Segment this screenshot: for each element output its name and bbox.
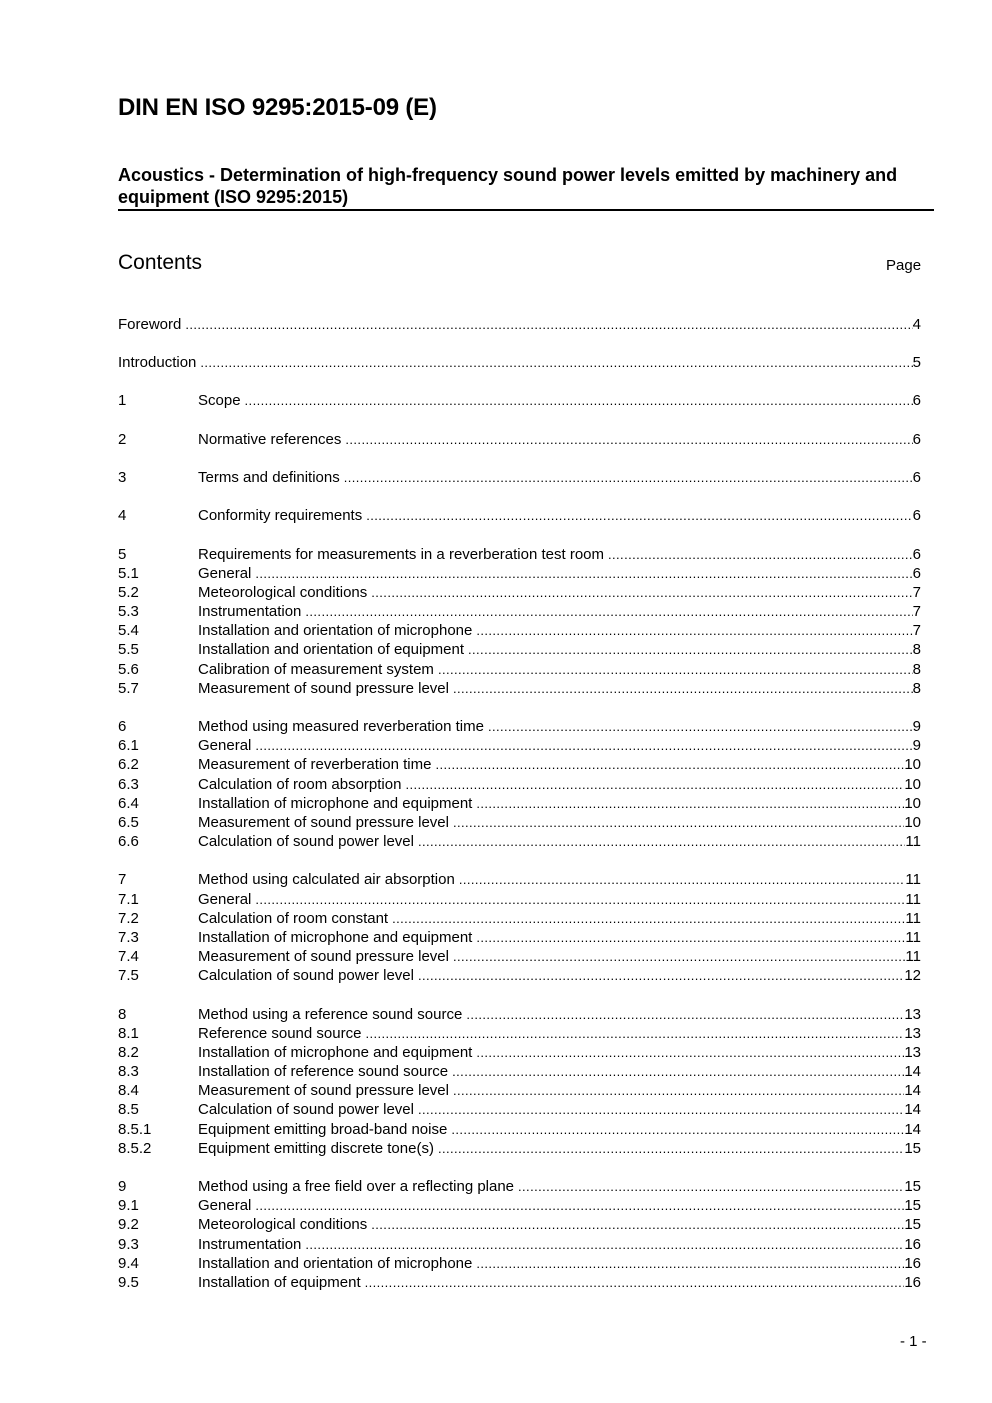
toc-entry-title: Calculation of sound power level (198, 833, 414, 850)
toc-entry-page: 11 (905, 871, 921, 888)
toc-entry-number: 6.3 (118, 776, 139, 793)
toc-entry-page: 6 (912, 507, 921, 524)
toc-entry-page: 14 (904, 1121, 921, 1138)
toc-entry-number: 8.2 (118, 1044, 139, 1061)
toc-entry[interactable] (118, 871, 921, 890)
toc-entry[interactable] (118, 1274, 921, 1293)
toc-entry-page: 15 (904, 1178, 921, 1195)
toc-entry-leader (418, 968, 904, 983)
toc-entry-title: Equipment emitting discrete tone(s) (198, 1140, 434, 1157)
toc-entry[interactable] (118, 776, 921, 795)
toc-entry-leader (371, 1217, 904, 1232)
toc-entry-page: 10 (904, 776, 921, 793)
toc-entry-title: General (198, 565, 252, 582)
toc-entry-title: Terms and definitions (198, 469, 340, 486)
toc-entry-leader (488, 719, 913, 734)
toc-entry-page: 7 (912, 603, 921, 620)
toc-entry-number: 5.6 (118, 661, 139, 678)
toc-entry[interactable] (118, 1178, 921, 1197)
toc-entry-leader (255, 566, 912, 581)
toc-entry-leader (459, 872, 906, 887)
toc-entry-title: Meteorological conditions (198, 1216, 368, 1233)
toc-entry-page: 15 (904, 1216, 921, 1233)
toc-entry[interactable] (118, 469, 921, 488)
toc-entry[interactable] (118, 603, 921, 622)
toc-entry-leader (255, 1198, 904, 1213)
toc-entry[interactable] (118, 622, 921, 641)
document-subtitle: Acoustics - Determination of high-frequency sound power levels emitted by machinery and equipment (ISO 9295:2015) (118, 164, 934, 211)
toc-entry-title: Measurement of sound pressure level (198, 680, 449, 697)
toc-entry-number: 9.3 (118, 1236, 139, 1253)
toc-entry-leader (345, 432, 912, 447)
toc-entry-leader (245, 393, 913, 408)
toc-entry-number: 7.1 (118, 891, 139, 908)
toc-entry-page: 11 (905, 929, 921, 946)
toc-entry-leader (476, 623, 912, 638)
toc-entry-page: 9 (912, 737, 921, 754)
toc-entry[interactable] (118, 910, 921, 929)
toc-entry-leader (305, 1237, 904, 1252)
toc-entry[interactable] (118, 814, 921, 833)
toc-entry[interactable] (118, 891, 921, 910)
toc-entry-leader (438, 662, 913, 677)
toc-entry-page: 16 (904, 1274, 921, 1291)
toc-entry[interactable] (118, 584, 921, 603)
toc-entry-page: 5 (912, 354, 921, 371)
toc-entry-number: 2 (118, 431, 127, 448)
toc-entry-title: Normative references (198, 431, 342, 448)
toc-entry[interactable] (118, 833, 921, 852)
toc-entry-leader (466, 1007, 904, 1022)
toc-entry-page: 6 (912, 469, 921, 486)
toc-entry-number: 6.4 (118, 795, 139, 812)
toc-entry-title: Introduction (118, 354, 197, 371)
toc-entry-leader (453, 949, 905, 964)
toc-entry-leader (366, 508, 912, 523)
toc-entry[interactable] (118, 948, 921, 967)
toc-entry-title: Method using measured reverberation time (198, 718, 484, 735)
toc-entry-title: Calculation of room constant (198, 910, 389, 927)
toc-entry-leader (476, 1045, 904, 1060)
toc-entry-number: 9.2 (118, 1216, 139, 1233)
toc-entry-page: 7 (912, 584, 921, 601)
toc-entry-title: Method using a free field over a reflecting plane (198, 1178, 515, 1195)
toc-entry-title: General (198, 1197, 252, 1214)
toc-entry-leader (418, 834, 905, 849)
toc-entry-page: 13 (904, 1025, 921, 1042)
toc-entry-number: 9.1 (118, 1197, 139, 1214)
toc-entry-page: 11 (905, 891, 921, 908)
toc-entry-number: 7.5 (118, 967, 139, 984)
toc-entry-title: Conformity requirements (198, 507, 363, 524)
toc-entry-page: 16 (904, 1255, 921, 1272)
toc-entry-title: Measurement of sound pressure level (198, 814, 449, 831)
toc-entry-leader (200, 355, 912, 370)
toc-entry-number: 5.7 (118, 680, 139, 697)
toc-entry-page: 7 (912, 622, 921, 639)
toc-entry-number: 6.5 (118, 814, 139, 831)
toc-entry[interactable] (118, 1140, 921, 1159)
toc-entry[interactable] (118, 1082, 921, 1101)
toc-entry-page: 8 (912, 680, 921, 697)
toc-entry-page: 11 (905, 910, 921, 927)
toc-entry-number: 8.5.1 (118, 1121, 152, 1138)
toc-entry-leader (255, 892, 905, 907)
toc-entry-page: 14 (904, 1063, 921, 1080)
toc-entry-number: 8.5 (118, 1101, 139, 1118)
contents-heading: Contents (118, 251, 203, 274)
toc-entry-page: 10 (904, 756, 921, 773)
toc-entry-number: 5.5 (118, 641, 139, 658)
toc-entry-number: 6 (118, 718, 127, 735)
page-column-heading: Page (886, 257, 922, 274)
toc-entry-leader (452, 1064, 904, 1079)
toc-entry-leader (476, 930, 905, 945)
toc-entry-page: 9 (912, 718, 921, 735)
toc-entry-title: Installation and orientation of microphone (198, 1255, 473, 1272)
toc-entry-page: 11 (905, 948, 921, 965)
toc-entry-number: 5 (118, 546, 127, 563)
toc-entry-title: Installation of microphone and equipment (198, 795, 473, 812)
toc-entry-title: Measurement of reverberation time (198, 756, 432, 773)
toc-entry-leader (185, 317, 912, 332)
toc-entry[interactable] (118, 507, 921, 526)
toc-entry[interactable] (118, 1101, 921, 1120)
toc-entry-leader (405, 777, 904, 792)
toc-entry-title: Method using a reference sound source (198, 1006, 463, 1023)
toc-entry[interactable] (118, 1255, 921, 1274)
toc-entry-title: Measurement of sound pressure level (198, 1082, 449, 1099)
toc-entry[interactable] (118, 431, 921, 450)
toc-entry-leader (365, 1026, 904, 1041)
toc-entry-number: 8.3 (118, 1063, 139, 1080)
toc-entry-leader (255, 738, 912, 753)
toc-entry-leader (371, 585, 912, 600)
toc-entry-page: 11 (905, 833, 921, 850)
toc-entry-title: Calculation of room absorption (198, 776, 402, 793)
toc-entry-title: Scope (198, 392, 241, 409)
toc-entry-title: Installation of reference sound source (198, 1063, 449, 1080)
toc-entry-title: Meteorological conditions (198, 584, 368, 601)
toc-entry-title: Equipment emitting broad-band noise (198, 1121, 448, 1138)
toc-entry[interactable] (118, 718, 921, 737)
toc-entry-page: 15 (904, 1197, 921, 1214)
toc-entry-leader (365, 1275, 905, 1290)
toc-entry[interactable] (118, 1006, 921, 1025)
toc-entry-title: Installation of microphone and equipment (198, 1044, 473, 1061)
toc-entry[interactable] (118, 737, 921, 756)
toc-entry-title: Requirements for measurements in a reverberation test room (198, 546, 605, 563)
toc-entry-number: 5.2 (118, 584, 139, 601)
toc-entry-leader (451, 1122, 904, 1137)
toc-entry-title: Instrumentation (198, 1236, 302, 1253)
toc-entry-page: 6 (912, 546, 921, 563)
toc-entry-number: 6.2 (118, 756, 139, 773)
toc-entry-page: 15 (904, 1140, 921, 1157)
toc-entry-page: 6 (912, 431, 921, 448)
toc-entry-title: Foreword (118, 316, 182, 333)
toc-entry-title: Installation and orientation of microphone (198, 622, 473, 639)
toc-entry-title: Reference sound source (198, 1025, 362, 1042)
toc-entry-leader (518, 1179, 904, 1194)
toc-entry-page: 13 (904, 1006, 921, 1023)
toc-entry-page: 14 (904, 1101, 921, 1118)
toc-entry-title: Calculation of sound power level (198, 1101, 414, 1118)
toc-entry-number: 8.4 (118, 1082, 139, 1099)
toc-entry-leader (344, 470, 913, 485)
toc-entry[interactable] (118, 795, 921, 814)
page-number: - 1 - (900, 1333, 927, 1350)
toc-entry-leader (305, 604, 912, 619)
toc-entry-title: Measurement of sound pressure level (198, 948, 449, 965)
toc-entry[interactable] (118, 392, 921, 411)
toc-entry-number: 7.2 (118, 910, 139, 927)
toc-entry-title: Installation of microphone and equipment (198, 929, 473, 946)
toc-entry-title: Calculation of sound power level (198, 967, 414, 984)
toc-entry-page: 6 (912, 565, 921, 582)
toc-entry-page: 8 (912, 661, 921, 678)
toc-entry[interactable] (118, 546, 921, 565)
toc-entry[interactable] (118, 1025, 921, 1044)
toc-entry-page: 8 (912, 641, 921, 658)
toc-entry-title: Installation of equipment (198, 1274, 361, 1291)
toc-entry-leader (453, 815, 904, 830)
toc-entry[interactable] (118, 680, 921, 699)
toc-entry-leader (453, 681, 913, 696)
toc-entry-number: 7.3 (118, 929, 139, 946)
toc-entry-title: General (198, 891, 252, 908)
toc-entry[interactable] (118, 1216, 921, 1235)
toc-entry-leader (476, 796, 904, 811)
toc-entry-leader (453, 1083, 904, 1098)
toc-entry-number: 7 (118, 871, 127, 888)
toc-entry-title: General (198, 737, 252, 754)
toc-entry-title: Calibration of measurement system (198, 661, 434, 678)
toc-entry[interactable] (118, 756, 921, 775)
toc-entry-leader (476, 1256, 904, 1271)
toc-entry-leader (392, 911, 905, 926)
toc-entry-page: 12 (904, 967, 921, 984)
toc-entry-page: 16 (904, 1236, 921, 1253)
toc-entry-number: 7.4 (118, 948, 139, 965)
document-title: DIN EN ISO 9295:2015-09 (E) (118, 94, 437, 121)
toc-entry-number: 6.6 (118, 833, 139, 850)
toc-entry-number: 5.4 (118, 622, 139, 639)
toc-entry[interactable] (118, 1121, 921, 1140)
toc-entry-number: 9 (118, 1178, 127, 1195)
toc-entry[interactable] (118, 929, 921, 948)
toc-entry-title: Installation and orientation of equipment (198, 641, 465, 658)
toc-entry[interactable] (118, 1236, 921, 1255)
toc-entry[interactable] (118, 661, 921, 680)
toc-entry-number: 9.4 (118, 1255, 139, 1272)
toc-entry[interactable] (118, 354, 921, 373)
toc-entry-page: 10 (904, 795, 921, 812)
toc-entry-page: 14 (904, 1082, 921, 1099)
toc-entry-leader (435, 757, 904, 772)
toc-entry-number: 8.1 (118, 1025, 139, 1042)
toc-entry-number: 8.5.2 (118, 1140, 152, 1157)
toc-entry-number: 8 (118, 1006, 127, 1023)
toc-entry-leader (608, 547, 913, 562)
toc-entry-page: 10 (904, 814, 921, 831)
toc-entry-leader (468, 642, 913, 657)
toc-entry-number: 6.1 (118, 737, 139, 754)
toc-entry[interactable] (118, 641, 921, 660)
toc-entry-title: Instrumentation (198, 603, 302, 620)
toc-entry[interactable] (118, 316, 921, 335)
toc-entry[interactable] (118, 1197, 921, 1216)
toc-entry-page: 4 (912, 316, 921, 333)
toc-entry-title: Method using calculated air absorption (198, 871, 455, 888)
toc-entry-leader (438, 1141, 904, 1156)
toc-entry-number: 1 (118, 392, 127, 409)
toc-entry[interactable] (118, 1063, 921, 1082)
toc-entry-number: 4 (118, 507, 127, 524)
toc-entry-number: 3 (118, 469, 127, 486)
toc-entry-leader (418, 1102, 904, 1117)
toc-entry[interactable] (118, 1044, 921, 1063)
toc-entry-page: 13 (904, 1044, 921, 1061)
toc-entry[interactable] (118, 967, 921, 986)
toc-entry-number: 5.1 (118, 565, 139, 582)
toc-entry-number: 9.5 (118, 1274, 139, 1291)
toc-entry[interactable] (118, 565, 921, 584)
toc-entry-page: 6 (912, 392, 921, 409)
toc-entry-number: 5.3 (118, 603, 139, 620)
